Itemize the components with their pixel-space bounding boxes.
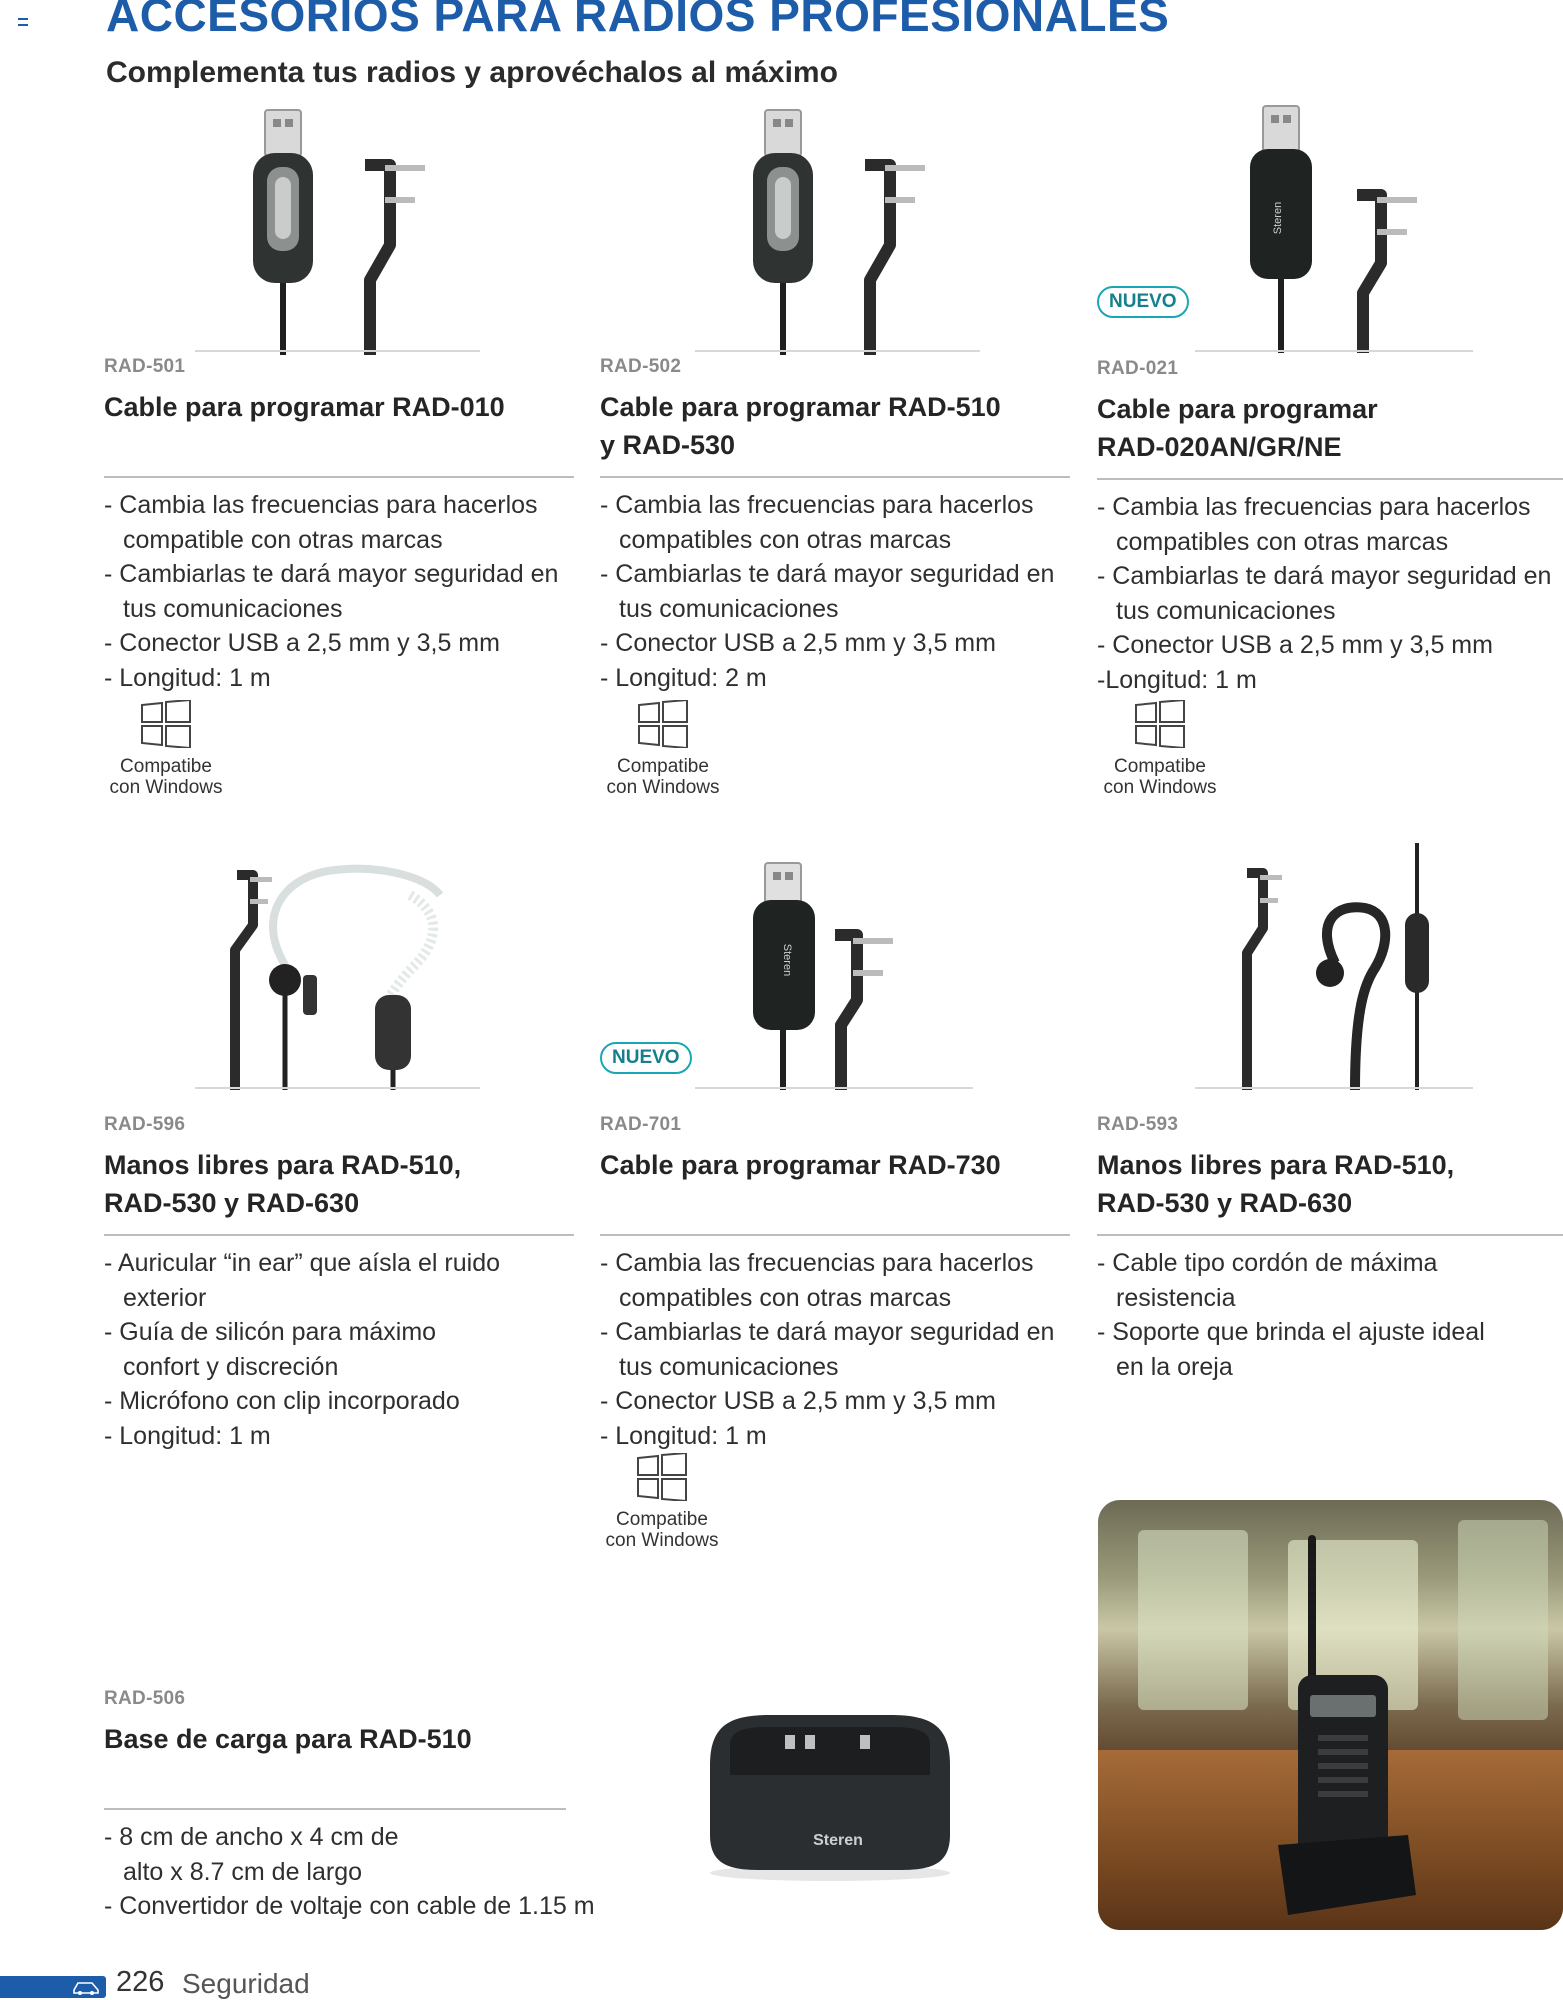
windows-icon bbox=[637, 700, 689, 748]
brand-logo: Steren bbox=[813, 1832, 863, 1849]
product-code: RAD-501 bbox=[104, 356, 186, 377]
feature-item: - 8 cm de ancho x 4 cm de alto x 8.7 cm de largo bbox=[104, 1823, 399, 1886]
feature-item: - Cambiarlas te dará mayor seguridad en tus comunicaciones bbox=[104, 560, 559, 623]
windows-label-line: Compatibe bbox=[120, 756, 212, 777]
footer-bar bbox=[0, 1976, 106, 1998]
windows-label-line: con Windows bbox=[605, 1530, 719, 1551]
security-car-icon bbox=[72, 1978, 100, 1996]
new-badge: NUEVO bbox=[600, 1042, 692, 1074]
feature-item: - Longitud: 1 m bbox=[104, 663, 271, 692]
radio-on-charger-photo bbox=[1098, 1500, 1563, 1930]
product-name bbox=[600, 1146, 1070, 1222]
feature-item: - Cambia las frecuencias para hacerlos compatibles con otras marcas bbox=[1097, 493, 1531, 556]
product-rad-501 bbox=[104, 356, 574, 695]
product-name-line: y RAD-530 bbox=[600, 430, 736, 460]
usb-programming-cable-image bbox=[195, 105, 485, 355]
divider bbox=[104, 1808, 566, 1810]
product-code: RAD-021 bbox=[1097, 358, 1179, 379]
product-code: RAD-701 bbox=[600, 1114, 682, 1135]
page-subtitle: Complementa tus radios y aprovéchalos al máximo bbox=[106, 56, 838, 89]
feature-item: - Longitud: 1 m bbox=[600, 1421, 767, 1450]
product-name-line: Cable para programar RAD-730 bbox=[600, 1150, 1001, 1180]
product-name-line: RAD-530 y RAD-630 bbox=[104, 1188, 360, 1218]
feature-item: - Longitud: 2 m bbox=[600, 663, 767, 692]
feature-item: - Soporte que brinda el ajuste ideal en la oreja bbox=[1097, 1318, 1485, 1381]
windows-compatible bbox=[593, 700, 733, 798]
radio-in-charger-graphic bbox=[1258, 1525, 1418, 1925]
product-name bbox=[104, 388, 574, 464]
ear-hook-headset-image bbox=[1215, 843, 1475, 1090]
product-name bbox=[1097, 390, 1563, 466]
windows-label-line: Compatibe bbox=[616, 1509, 708, 1530]
feature-item: - Cambia las frecuencias para hacerlos compatible con otras marcas bbox=[104, 491, 538, 554]
product-rad-596 bbox=[104, 1114, 574, 1453]
product-code: RAD-596 bbox=[104, 1114, 186, 1135]
product-rad-021 bbox=[1097, 358, 1563, 697]
feature-list bbox=[1097, 490, 1563, 697]
feature-item: - Cambia las frecuencias para hacerlos compatibles con otras marcas bbox=[600, 1249, 1034, 1312]
windows-icon bbox=[1134, 700, 1186, 748]
image-baseline bbox=[1195, 350, 1473, 352]
section-name: Seguridad bbox=[182, 1968, 310, 1999]
feature-list bbox=[600, 1246, 1070, 1453]
product-rad-701 bbox=[600, 1114, 1070, 1453]
product-name bbox=[600, 388, 1070, 464]
windows-compatible bbox=[592, 1453, 732, 1551]
earpiece-headset-image bbox=[195, 855, 485, 1090]
product-rad-502 bbox=[600, 356, 1070, 695]
image-baseline bbox=[1195, 1087, 1473, 1089]
windows-label-line: con Windows bbox=[109, 777, 223, 798]
windows-label bbox=[96, 756, 236, 798]
feature-item: -Longitud: 1 m bbox=[1097, 665, 1257, 694]
feature-item: - Cable tipo cordón de máxima resistencia bbox=[1097, 1249, 1438, 1312]
feature-item: - Auricular “in ear” que aísla el ruido exterior bbox=[104, 1249, 501, 1312]
image-baseline bbox=[695, 1087, 973, 1089]
product-name-line: RAD-020AN/GR/NE bbox=[1097, 432, 1342, 462]
windows-label bbox=[592, 1509, 732, 1551]
feature-item: - Conector USB a 2,5 mm y 3,5 mm bbox=[104, 629, 500, 657]
photo-window bbox=[1138, 1530, 1248, 1710]
svg-text:Steren: Steren bbox=[781, 943, 793, 977]
product-name-line: Cable para programar bbox=[1097, 394, 1378, 424]
usb-programming-cable-image bbox=[695, 860, 985, 1090]
divider bbox=[104, 476, 574, 478]
feature-item: - Cambiarlas te dará mayor seguridad en tus comunicaciones bbox=[600, 560, 1055, 623]
svg-text:Steren: Steren bbox=[1272, 201, 1284, 235]
windows-compatible bbox=[1090, 700, 1230, 798]
feature-item: - Conector USB a 2,5 mm y 3,5 mm bbox=[600, 1387, 996, 1415]
windows-label bbox=[1090, 756, 1230, 798]
page-number: 226 bbox=[116, 1966, 165, 1998]
product-code: RAD-593 bbox=[1097, 1114, 1179, 1135]
windows-compatible bbox=[96, 700, 236, 798]
feature-item: - Micrófono con clip incorporado bbox=[104, 1387, 460, 1415]
product-name bbox=[104, 1720, 604, 1796]
divider bbox=[104, 1234, 574, 1236]
product-name-line: Cable para programar RAD-510 bbox=[600, 392, 1001, 422]
product-name-line bbox=[104, 426, 574, 464]
feature-list bbox=[1097, 1246, 1487, 1384]
windows-label bbox=[593, 756, 733, 798]
divider bbox=[1097, 1234, 1563, 1236]
windows-label-line: Compatibe bbox=[617, 756, 709, 777]
product-name-line: Manos libres para RAD-510, bbox=[1097, 1150, 1455, 1180]
feature-item: - Conector USB a 2,5 mm y 3,5 mm bbox=[1097, 631, 1493, 659]
windows-label-line: con Windows bbox=[606, 777, 720, 798]
image-baseline bbox=[195, 1087, 480, 1089]
image-baseline bbox=[695, 350, 980, 352]
charging-base-image bbox=[700, 1705, 960, 1885]
feature-item: - Conector USB a 2,5 mm y 3,5 mm bbox=[600, 629, 996, 657]
usb-programming-cable-image bbox=[695, 105, 985, 355]
product-code: RAD-506 bbox=[104, 1688, 186, 1709]
product-name-line: Manos libres para RAD-510, bbox=[104, 1150, 462, 1180]
feature-list bbox=[104, 488, 574, 695]
usb-programming-cable-image bbox=[1195, 103, 1485, 353]
divider bbox=[600, 476, 1070, 478]
windows-icon bbox=[140, 700, 192, 748]
product-name-line bbox=[104, 1758, 604, 1796]
product-name bbox=[104, 1146, 574, 1222]
page-title: ACCESORIOS PARA RADIOS PROFESIONALES bbox=[106, 0, 1170, 41]
feature-item: - Guía de silicón para máximo confort y discreción bbox=[104, 1318, 437, 1381]
feature-item: - Cambiarlas te dará mayor seguridad en tus comunicaciones bbox=[1097, 562, 1552, 625]
windows-icon bbox=[636, 1453, 688, 1501]
page-footer bbox=[0, 1966, 600, 2000]
feature-list bbox=[600, 488, 1070, 695]
feature-item: - Longitud: 1 m bbox=[104, 1421, 271, 1450]
new-badge: NUEVO bbox=[1097, 286, 1189, 318]
feature-item: - Cambia las frecuencias para hacerlos compatibles con otras marcas bbox=[600, 491, 1034, 554]
product-name-line: Base de carga para RAD-510 bbox=[104, 1724, 472, 1754]
feature-list bbox=[104, 1820, 604, 1924]
windows-label-line: Compatibe bbox=[1114, 756, 1206, 777]
feature-item: - Convertidor de voltaje con cable de 1.15 m bbox=[104, 1892, 595, 1920]
product-rad-506 bbox=[104, 1688, 604, 1924]
divider bbox=[1097, 478, 1563, 480]
photo-window bbox=[1458, 1520, 1548, 1720]
product-code: RAD-502 bbox=[600, 356, 682, 377]
product-name-line bbox=[600, 1184, 1070, 1222]
product-rad-593 bbox=[1097, 1114, 1563, 1384]
product-name-line: Cable para programar RAD-010 bbox=[104, 392, 505, 422]
menu-icon[interactable] bbox=[18, 18, 28, 26]
feature-item: - Cambiarlas te dará mayor seguridad en tus comunicaciones bbox=[600, 1318, 1055, 1381]
divider bbox=[600, 1234, 1070, 1236]
windows-label-line: con Windows bbox=[1103, 777, 1217, 798]
feature-list bbox=[104, 1246, 504, 1453]
product-name-line: RAD-530 y RAD-630 bbox=[1097, 1188, 1353, 1218]
image-baseline bbox=[195, 350, 480, 352]
product-name bbox=[1097, 1146, 1563, 1222]
